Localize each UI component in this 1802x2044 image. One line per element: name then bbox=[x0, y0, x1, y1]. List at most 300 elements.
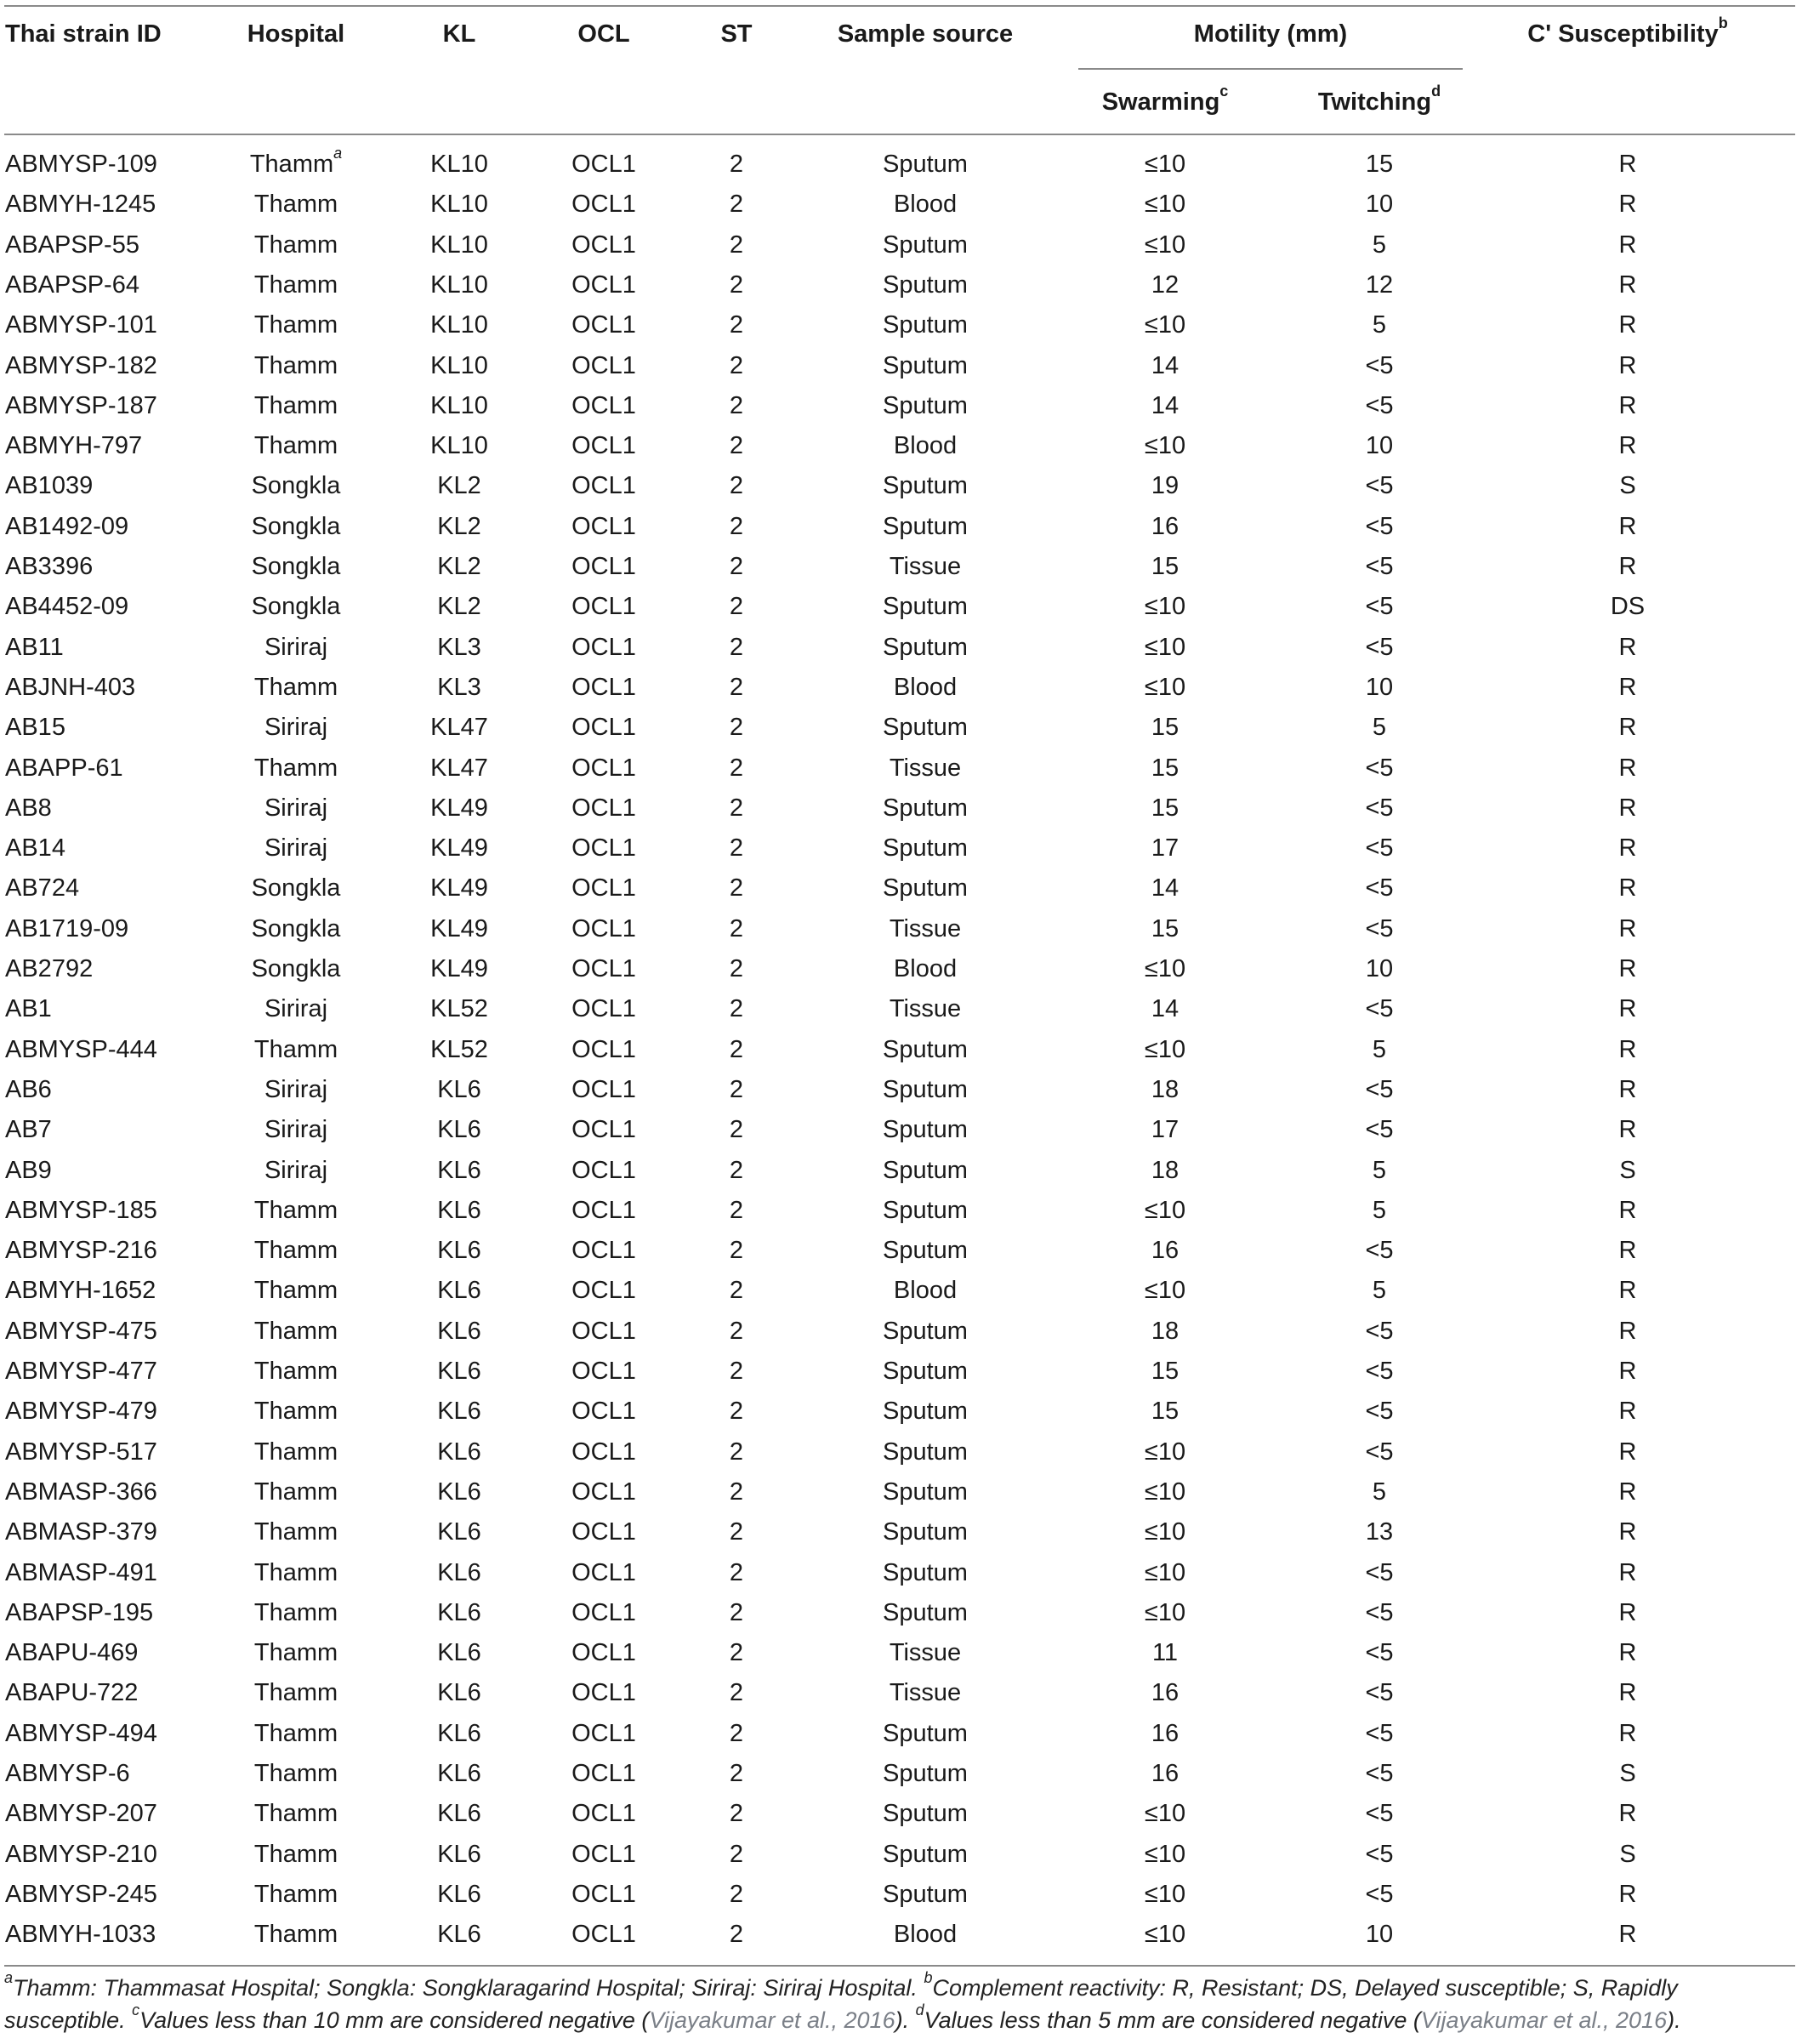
cell-swarming: ≤10 bbox=[1144, 1438, 1186, 1466]
cell-kl: KL6 bbox=[437, 1438, 481, 1466]
cell-susceptibility: R bbox=[1618, 1035, 1637, 1063]
table-row bbox=[0, 507, 1802, 547]
cell-sample-source: Sputum bbox=[883, 1237, 968, 1265]
cell-twitching: 10 bbox=[1365, 955, 1394, 982]
cell-twitching: 10 bbox=[1365, 673, 1394, 701]
cell-hospital: Thamm bbox=[253, 1880, 338, 1908]
cell-st: 2 bbox=[729, 311, 744, 339]
cell-kl: KL49 bbox=[430, 874, 488, 902]
cell-st: 2 bbox=[729, 1358, 744, 1385]
cell-swarming: ≤10 bbox=[1144, 1840, 1186, 1868]
cell-sample-source: Tissue bbox=[889, 995, 962, 1023]
cell-st: 2 bbox=[729, 673, 744, 701]
table-row bbox=[0, 305, 1802, 345]
cell-sample-source: Blood bbox=[893, 673, 958, 701]
cell-susceptibility: S bbox=[1619, 1156, 1636, 1184]
cell-st: 2 bbox=[729, 472, 744, 500]
cell-twitching: <5 bbox=[1365, 914, 1394, 942]
cell-twitching: 10 bbox=[1365, 191, 1394, 219]
cell-strain-id: ABMYSP-182 bbox=[5, 351, 157, 379]
cell-susceptibility: R bbox=[1618, 673, 1637, 701]
cell-twitching: <5 bbox=[1365, 1398, 1394, 1426]
cell-twitching: <5 bbox=[1365, 1760, 1394, 1787]
cell-swarming: 17 bbox=[1151, 1116, 1180, 1144]
cell-swarming: ≤10 bbox=[1144, 1477, 1186, 1506]
cell-hospital: Thamm bbox=[253, 1921, 338, 1949]
cell-strain-id: ABMYH-1652 bbox=[5, 1277, 156, 1305]
cell-swarming: 16 bbox=[1151, 1719, 1180, 1747]
cell-swarming: 14 bbox=[1151, 874, 1180, 902]
cell-sample-source: Blood bbox=[893, 955, 958, 982]
cell-kl: KL10 bbox=[430, 270, 488, 299]
cell-ocl: OCL1 bbox=[571, 432, 636, 460]
table-row bbox=[0, 346, 1802, 386]
cell-st: 2 bbox=[729, 1116, 744, 1144]
cell-ocl: OCL1 bbox=[571, 1719, 636, 1747]
cell-hospital: Thamm bbox=[253, 1679, 338, 1707]
table-row bbox=[0, 1191, 1802, 1231]
table-row bbox=[0, 426, 1802, 466]
cell-twitching: 5 bbox=[1372, 231, 1387, 259]
cell-ocl: OCL1 bbox=[571, 1518, 636, 1546]
table-row bbox=[0, 1714, 1802, 1754]
table-row bbox=[0, 1231, 1802, 1271]
cell-swarming: 12 bbox=[1151, 270, 1180, 299]
cell-strain-id: ABMYSP-210 bbox=[5, 1840, 157, 1868]
cell-st: 2 bbox=[729, 633, 744, 661]
cell-hospital: Thamm bbox=[253, 311, 338, 339]
cell-sample-source: Sputum bbox=[883, 270, 968, 299]
cell-ocl: OCL1 bbox=[571, 593, 636, 621]
cell-hospital: Thamm bbox=[253, 1317, 338, 1345]
cell-twitching: <5 bbox=[1365, 1800, 1394, 1828]
cell-swarming: 15 bbox=[1151, 794, 1180, 822]
cell-sample-source: Tissue bbox=[889, 553, 962, 580]
cell-swarming: 11 bbox=[1151, 1639, 1179, 1667]
cell-swarming: 15 bbox=[1151, 1358, 1180, 1385]
cell-ocl: OCL1 bbox=[571, 995, 636, 1023]
cell-ocl: OCL1 bbox=[571, 673, 636, 701]
cell-twitching: 5 bbox=[1372, 1277, 1387, 1305]
table-row bbox=[0, 1030, 1802, 1070]
cell-strain-id: ABMYH-1245 bbox=[5, 191, 156, 219]
cell-swarming: ≤10 bbox=[1144, 1880, 1186, 1908]
cell-ocl: OCL1 bbox=[571, 955, 636, 982]
cell-ocl: OCL1 bbox=[571, 1921, 636, 1949]
table-row bbox=[0, 1312, 1802, 1352]
cell-st: 2 bbox=[729, 1598, 744, 1626]
cell-sample-source: Blood bbox=[893, 432, 958, 460]
cell-hospital: Thamm bbox=[253, 270, 338, 299]
cell-twitching: 12 bbox=[1365, 270, 1394, 299]
cell-susceptibility: R bbox=[1618, 1880, 1637, 1908]
cell-sample-source: Sputum bbox=[883, 1880, 968, 1908]
cell-kl: KL2 bbox=[437, 553, 481, 580]
cell-twitching: <5 bbox=[1365, 1679, 1394, 1707]
cell-twitching: 5 bbox=[1372, 1156, 1387, 1184]
cell-sample-source: Sputum bbox=[883, 1196, 968, 1224]
cell-kl: KL52 bbox=[430, 1035, 488, 1063]
table-row bbox=[0, 1835, 1802, 1875]
cell-hospital: Thamm bbox=[253, 231, 338, 259]
cell-sample-source: Sputum bbox=[883, 1317, 968, 1345]
table-row bbox=[0, 749, 1802, 789]
cell-ocl: OCL1 bbox=[571, 1840, 636, 1868]
cell-hospital: Thamm bbox=[253, 1840, 338, 1868]
cell-strain-id: ABAPSP-64 bbox=[5, 270, 139, 299]
table-row bbox=[0, 1151, 1802, 1191]
cell-st: 2 bbox=[729, 432, 744, 460]
cell-twitching: 5 bbox=[1372, 1477, 1387, 1506]
table-row bbox=[0, 1512, 1802, 1552]
cell-swarming: ≤10 bbox=[1144, 311, 1186, 339]
cell-ocl: OCL1 bbox=[571, 391, 636, 419]
cell-strain-id: ABMYSP-216 bbox=[5, 1237, 157, 1265]
cell-ocl: OCL1 bbox=[571, 834, 636, 863]
cell-susceptibility: R bbox=[1618, 1679, 1637, 1707]
cell-ocl: OCL1 bbox=[571, 874, 636, 902]
cell-hospital: Thamm bbox=[253, 754, 338, 782]
cell-sample-source: Sputum bbox=[883, 1156, 968, 1184]
cell-hospital: Thamm bbox=[253, 191, 338, 219]
cell-st: 2 bbox=[729, 1035, 744, 1063]
cell-kl: KL10 bbox=[430, 231, 488, 259]
cell-kl: KL49 bbox=[430, 955, 488, 982]
cell-susceptibility: R bbox=[1618, 1438, 1637, 1466]
cell-kl: KL6 bbox=[437, 1639, 481, 1667]
cell-susceptibility: R bbox=[1618, 311, 1637, 339]
cell-swarming: ≤10 bbox=[1144, 1921, 1186, 1949]
cell-strain-id: AB15 bbox=[5, 714, 65, 742]
cell-hospital: Thamm bbox=[253, 1598, 338, 1626]
table-bottom-rule bbox=[4, 1965, 1795, 1967]
cell-st: 2 bbox=[729, 1398, 744, 1426]
cell-swarming: 16 bbox=[1151, 1760, 1180, 1787]
cell-st: 2 bbox=[729, 1477, 744, 1506]
cell-swarming: ≤10 bbox=[1144, 1800, 1186, 1828]
cell-sample-source: Blood bbox=[893, 1921, 958, 1949]
cell-susceptibility: R bbox=[1618, 270, 1637, 299]
cell-hospital: Thamm bbox=[253, 1438, 338, 1466]
cell-st: 2 bbox=[729, 151, 744, 178]
cell-ocl: OCL1 bbox=[571, 914, 636, 942]
cell-strain-id: ABMYSP-477 bbox=[5, 1358, 157, 1385]
cell-strain-id: ABMYSP-517 bbox=[5, 1438, 157, 1466]
table-row bbox=[0, 1432, 1802, 1472]
cell-susceptibility: R bbox=[1618, 1518, 1637, 1546]
cell-twitching: <5 bbox=[1365, 633, 1394, 661]
header-motility: Motility (mm) bbox=[1193, 20, 1348, 48]
cell-hospital: Siriraj bbox=[264, 714, 328, 742]
cell-sample-source: Sputum bbox=[883, 1438, 968, 1466]
table-row bbox=[0, 1472, 1802, 1512]
cell-hospital: Songkla bbox=[251, 472, 341, 500]
cell-sample-source: Blood bbox=[893, 1277, 958, 1305]
reference-link[interactable]: Vijayakumar et al., 2016 bbox=[649, 2007, 895, 2033]
cell-sample-source: Sputum bbox=[883, 1075, 968, 1103]
table-row bbox=[0, 1754, 1802, 1794]
cell-sample-source: Sputum bbox=[883, 1398, 968, 1426]
cell-swarming: 14 bbox=[1151, 351, 1180, 379]
cell-kl: KL6 bbox=[437, 1116, 481, 1144]
cell-ocl: OCL1 bbox=[571, 1317, 636, 1345]
cell-twitching: <5 bbox=[1365, 1237, 1394, 1265]
cell-twitching: 15 bbox=[1365, 151, 1394, 178]
cell-st: 2 bbox=[729, 191, 744, 219]
table-row bbox=[0, 265, 1802, 305]
cell-ocl: OCL1 bbox=[571, 151, 636, 178]
cell-twitching: 10 bbox=[1365, 432, 1394, 460]
cell-hospital: Thamm bbox=[253, 432, 338, 460]
header-sample-source: Sample source bbox=[837, 20, 1014, 48]
cell-hospital: Songkla bbox=[251, 914, 341, 942]
cell-susceptibility: R bbox=[1618, 1398, 1637, 1426]
cell-twitching: <5 bbox=[1365, 1116, 1394, 1144]
cell-kl: KL3 bbox=[437, 633, 481, 661]
header-hospital: Hospital bbox=[247, 20, 345, 48]
cell-hospital: Siriraj bbox=[264, 834, 328, 863]
cell-strain-id: ABMASP-491 bbox=[5, 1558, 157, 1586]
cell-sample-source: Sputum bbox=[883, 593, 968, 621]
table-row bbox=[0, 1271, 1802, 1311]
cell-hospital: Thamm bbox=[253, 1760, 338, 1787]
cell-kl: KL2 bbox=[437, 512, 481, 540]
cell-sample-source: Tissue bbox=[889, 754, 962, 782]
table-row bbox=[0, 708, 1802, 748]
cell-kl: KL6 bbox=[437, 1196, 481, 1224]
cell-strain-id: ABMYSP-494 bbox=[5, 1719, 157, 1747]
cell-sample-source: Tissue bbox=[889, 1679, 962, 1707]
cell-st: 2 bbox=[729, 955, 744, 982]
cell-susceptibility: R bbox=[1618, 1237, 1637, 1265]
cell-susceptibility: R bbox=[1618, 714, 1637, 742]
cell-st: 2 bbox=[729, 754, 744, 782]
cell-kl: KL6 bbox=[437, 1277, 481, 1305]
cell-ocl: OCL1 bbox=[571, 512, 636, 540]
cell-twitching: <5 bbox=[1365, 1317, 1394, 1345]
cell-strain-id: AB1492-09 bbox=[5, 512, 129, 540]
cell-st: 2 bbox=[729, 512, 744, 540]
cell-twitching: <5 bbox=[1365, 1840, 1394, 1868]
cell-strain-id: ABAPSP-55 bbox=[5, 231, 139, 259]
cell-swarming: 15 bbox=[1151, 553, 1180, 580]
cell-ocl: OCL1 bbox=[571, 1477, 636, 1506]
cell-kl: KL6 bbox=[437, 1719, 481, 1747]
cell-ocl: OCL1 bbox=[571, 1237, 636, 1265]
cell-kl: KL6 bbox=[437, 1358, 481, 1385]
cell-susceptibility: R bbox=[1618, 1719, 1637, 1747]
cell-susceptibility: R bbox=[1618, 633, 1637, 661]
cell-strain-id: ABMYH-797 bbox=[5, 432, 143, 460]
table-row bbox=[0, 909, 1802, 949]
cell-kl: KL47 bbox=[430, 714, 488, 742]
cell-st: 2 bbox=[729, 794, 744, 822]
cell-twitching: <5 bbox=[1365, 593, 1394, 621]
cell-kl: KL10 bbox=[430, 432, 488, 460]
cell-hospital: Siriraj bbox=[264, 995, 328, 1023]
cell-st: 2 bbox=[729, 231, 744, 259]
cell-sample-source: Sputum bbox=[883, 151, 968, 178]
cell-swarming: ≤10 bbox=[1144, 1196, 1186, 1224]
cell-twitching: 10 bbox=[1365, 1921, 1394, 1949]
cell-hospital: Thamm$^a$ bbox=[249, 145, 343, 178]
cell-st: 2 bbox=[729, 1438, 744, 1466]
cell-strain-id: ABAPU-469 bbox=[5, 1639, 139, 1667]
cell-susceptibility: DS bbox=[1610, 593, 1646, 621]
cell-hospital: Thamm bbox=[253, 1398, 338, 1426]
cell-ocl: OCL1 bbox=[571, 311, 636, 339]
cell-ocl: OCL1 bbox=[571, 1398, 636, 1426]
cell-sample-source: Sputum bbox=[883, 633, 968, 661]
cell-susceptibility: R bbox=[1618, 1477, 1637, 1506]
table-row bbox=[0, 989, 1802, 1029]
cell-ocl: OCL1 bbox=[571, 633, 636, 661]
cell-hospital: Thamm bbox=[253, 1518, 338, 1546]
cell-hospital: Songkla bbox=[251, 512, 341, 540]
cell-ocl: OCL1 bbox=[571, 1156, 636, 1184]
cell-ocl: OCL1 bbox=[571, 1639, 636, 1667]
cell-ocl: OCL1 bbox=[571, 472, 636, 500]
cell-susceptibility: R bbox=[1618, 1639, 1637, 1667]
cell-st: 2 bbox=[729, 391, 744, 419]
cell-swarming: 15 bbox=[1151, 754, 1180, 782]
cell-strain-id: ABMYSP-101 bbox=[5, 311, 157, 339]
cell-hospital: Thamm bbox=[253, 1196, 338, 1224]
cell-swarming: ≤10 bbox=[1144, 1277, 1186, 1305]
cell-hospital: Thamm bbox=[253, 1558, 338, 1586]
cell-ocl: OCL1 bbox=[571, 754, 636, 782]
cell-twitching: <5 bbox=[1365, 1880, 1394, 1908]
reference-link[interactable]: Vijayakumar et al., 2016 bbox=[1420, 2007, 1668, 2033]
cell-sample-source: Sputum bbox=[883, 472, 968, 500]
table-row bbox=[0, 386, 1802, 426]
cell-kl: KL6 bbox=[437, 1156, 481, 1184]
cell-swarming: 15 bbox=[1151, 1398, 1180, 1426]
cell-susceptibility: R bbox=[1618, 1317, 1637, 1345]
table-header-rule bbox=[4, 134, 1795, 135]
cell-hospital: Thamm bbox=[253, 1477, 338, 1506]
cell-susceptibility: R bbox=[1618, 1358, 1637, 1385]
cell-st: 2 bbox=[729, 834, 744, 863]
table-row bbox=[0, 1392, 1802, 1432]
cell-sample-source: Sputum bbox=[883, 1800, 968, 1828]
cell-st: 2 bbox=[729, 1237, 744, 1265]
cell-st: 2 bbox=[729, 1679, 744, 1707]
cell-sample-source: Blood bbox=[893, 191, 958, 219]
cell-kl: KL49 bbox=[430, 834, 488, 863]
header-st: ST bbox=[720, 20, 753, 48]
cell-swarming: 14 bbox=[1151, 995, 1180, 1023]
cell-swarming: 14 bbox=[1151, 391, 1180, 419]
cell-st: 2 bbox=[729, 714, 744, 742]
cell-sample-source: Sputum bbox=[883, 231, 968, 259]
cell-hospital: Thamm bbox=[253, 391, 338, 419]
cell-kl: KL2 bbox=[437, 472, 481, 500]
cell-sample-source: Sputum bbox=[883, 834, 968, 863]
table-row bbox=[0, 1794, 1802, 1834]
header-susceptibility: C' Susceptibility$^b$ bbox=[1527, 14, 1728, 48]
table-row bbox=[0, 1673, 1802, 1713]
cell-st: 2 bbox=[729, 553, 744, 580]
cell-swarming: 19 bbox=[1151, 472, 1180, 500]
cell-st: 2 bbox=[729, 270, 744, 299]
cell-ocl: OCL1 bbox=[571, 270, 636, 299]
cell-kl: KL6 bbox=[437, 1679, 481, 1707]
cell-twitching: <5 bbox=[1365, 874, 1394, 902]
cell-susceptibility: R bbox=[1618, 1075, 1637, 1103]
cell-strain-id: ABAPSP-195 bbox=[5, 1598, 154, 1626]
cell-kl: KL6 bbox=[437, 1760, 481, 1787]
cell-susceptibility: S bbox=[1619, 1760, 1636, 1787]
cell-ocl: OCL1 bbox=[571, 714, 636, 742]
cell-ocl: OCL1 bbox=[571, 231, 636, 259]
cell-strain-id: AB7 bbox=[5, 1116, 52, 1144]
cell-ocl: OCL1 bbox=[571, 553, 636, 580]
cell-susceptibility: R bbox=[1618, 1921, 1637, 1949]
cell-sample-source: Sputum bbox=[883, 1518, 968, 1546]
cell-kl: KL6 bbox=[437, 1317, 481, 1345]
cell-twitching: <5 bbox=[1365, 834, 1394, 863]
table-row bbox=[0, 466, 1802, 506]
cell-sample-source: Sputum bbox=[883, 1035, 968, 1063]
cell-st: 2 bbox=[729, 1518, 744, 1546]
cell-strain-id: AB11 bbox=[5, 633, 64, 661]
cell-st: 2 bbox=[729, 914, 744, 942]
cell-strain-id: AB8 bbox=[5, 794, 52, 822]
table-row bbox=[0, 628, 1802, 668]
cell-strain-id: AB2792 bbox=[5, 955, 94, 982]
cell-kl: KL3 bbox=[437, 673, 481, 701]
cell-st: 2 bbox=[729, 1196, 744, 1224]
cell-hospital: Thamm bbox=[253, 1800, 338, 1828]
table-row bbox=[0, 587, 1802, 627]
cell-hospital: Siriraj bbox=[264, 1075, 328, 1103]
cell-susceptibility: R bbox=[1618, 874, 1637, 902]
cell-susceptibility: R bbox=[1618, 512, 1637, 540]
cell-st: 2 bbox=[729, 1075, 744, 1103]
table-row bbox=[0, 949, 1802, 989]
table-row bbox=[0, 225, 1802, 265]
cell-twitching: 5 bbox=[1372, 1035, 1387, 1063]
cell-susceptibility: R bbox=[1618, 1598, 1637, 1626]
cell-kl: KL49 bbox=[430, 914, 488, 942]
cell-twitching: <5 bbox=[1365, 512, 1394, 540]
cell-swarming: ≤10 bbox=[1144, 633, 1186, 661]
cell-twitching: <5 bbox=[1365, 1075, 1394, 1103]
cell-ocl: OCL1 bbox=[571, 1679, 636, 1707]
cell-swarming: 16 bbox=[1151, 1237, 1180, 1265]
cell-st: 2 bbox=[729, 1317, 744, 1345]
cell-kl: KL2 bbox=[437, 593, 481, 621]
cell-susceptibility: R bbox=[1618, 231, 1637, 259]
cell-swarming: ≤10 bbox=[1144, 1598, 1186, 1626]
cell-hospital: Songkla bbox=[251, 874, 341, 902]
cell-susceptibility: R bbox=[1618, 151, 1637, 178]
cell-st: 2 bbox=[729, 874, 744, 902]
cell-strain-id: ABMYSP-109 bbox=[5, 151, 157, 178]
cell-kl: KL10 bbox=[430, 351, 488, 379]
table-footnote: $^a$Thamm: Thammasat Hospital; Songkla: Songklaragarind Hospital; Siriraj: Siriraj Hospital. $^b$Complement reactivity: R, Resistant; DS, Delayed susceptible; S, Rapidly susceptible. $^c$Values less than 10 mm are considered negative (Vijayakumar et al., 2016). $^d$Values less than 5 mm are considered negative (Vijayakumar et al., 2016). bbox=[4, 1969, 1681, 2033]
cell-susceptibility: R bbox=[1618, 834, 1637, 863]
cell-hospital: Thamm bbox=[253, 1639, 338, 1667]
cell-kl: KL6 bbox=[437, 1880, 481, 1908]
cell-kl: KL10 bbox=[430, 391, 488, 419]
cell-swarming: 18 bbox=[1151, 1075, 1180, 1103]
cell-twitching: 5 bbox=[1372, 1196, 1387, 1224]
cell-swarming: ≤10 bbox=[1144, 191, 1186, 219]
cell-strain-id: AB9 bbox=[5, 1156, 52, 1184]
cell-twitching: <5 bbox=[1365, 1639, 1394, 1667]
